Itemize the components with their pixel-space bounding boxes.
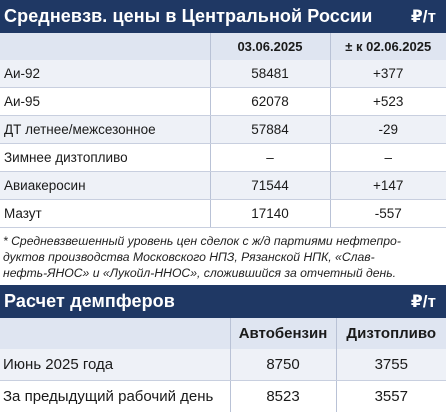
damper-diesel: 3557: [336, 381, 446, 412]
table-row: [0, 200, 446, 228]
prices-col-name: [0, 33, 210, 60]
damper-diesel: 3755: [336, 349, 446, 381]
product-name: ДТ летнее/межсезонное: [0, 116, 210, 144]
damper-table-header-row: [0, 318, 446, 349]
product-change: -557: [330, 200, 446, 228]
product-name: Мазут: [0, 200, 210, 228]
product-change: +377: [330, 60, 446, 88]
prices-footnote: * Средневзвешенный уровень цен сделок с ж/д партиями нефтепро- дуктов производства Московского НПЗ, Рязанской НПК, «Слав- нефть-ЯНОС» и «Лукойл-ННОС», сложившийся за отчетный день.: [0, 227, 446, 285]
damper-period: Июнь 2025 года: [0, 349, 230, 381]
prices-table: [0, 33, 446, 227]
product-name: Зимнее дизтопливо: [0, 144, 210, 172]
damper-col-diesel: Дизтопливо: [336, 318, 446, 349]
product-name: Авиакеросин: [0, 172, 210, 200]
table-row: [0, 116, 446, 144]
prices-title: Средневзв. цены в Центральной России: [4, 6, 372, 27]
table-row: [0, 381, 446, 412]
damper-table: [0, 318, 446, 412]
damper-gasoline: 8523: [230, 381, 336, 412]
product-price: –: [210, 144, 330, 172]
table-row: [0, 172, 446, 200]
prices-table-header-row: [0, 33, 446, 60]
prices-unit: ₽/т: [411, 7, 436, 27]
product-price: 71544: [210, 172, 330, 200]
prices-col-change: ± к 02.06.2025: [330, 33, 446, 60]
product-change: +523: [330, 88, 446, 116]
prices-header: [0, 0, 446, 33]
damper-title: Расчет демпферов: [4, 291, 175, 312]
product-name: Аи-92: [0, 60, 210, 88]
damper-unit: ₽/т: [411, 292, 436, 312]
product-change: –: [330, 144, 446, 172]
product-price: 58481: [210, 60, 330, 88]
damper-gasoline: 8750: [230, 349, 336, 381]
damper-col-name: [0, 318, 230, 349]
damper-header: [0, 285, 446, 318]
table-row: [0, 88, 446, 116]
product-price: 17140: [210, 200, 330, 228]
damper-period: За предыдущий рабочий день: [0, 381, 230, 412]
table-row: [0, 144, 446, 172]
product-price: 57884: [210, 116, 330, 144]
product-change: +147: [330, 172, 446, 200]
product-price: 62078: [210, 88, 330, 116]
table-row: [0, 60, 446, 88]
table-row: [0, 349, 446, 381]
prices-col-date: 03.06.2025: [210, 33, 330, 60]
damper-col-gasoline: Автобензин: [230, 318, 336, 349]
product-name: Аи-95: [0, 88, 210, 116]
product-change: -29: [330, 116, 446, 144]
